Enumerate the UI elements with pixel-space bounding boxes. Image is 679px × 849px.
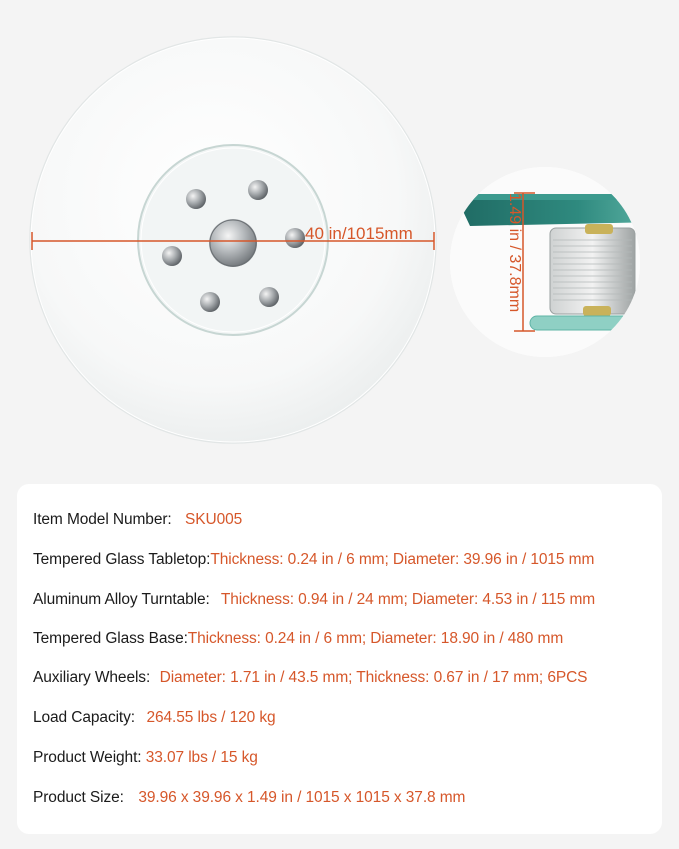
spec-row-load-capacity bbox=[33, 706, 276, 730]
spec-label: Auxiliary Wheels: bbox=[33, 669, 151, 686]
spec-row-product-weight bbox=[33, 746, 258, 770]
spec-value: Thickness: 0.24 in / 6 mm; Diameter: 18.90 in / 480 mm bbox=[187, 630, 564, 647]
spec-label: Item Model Number: bbox=[33, 511, 172, 528]
spec-label: Product Size: bbox=[33, 789, 124, 806]
spec-row-tabletop bbox=[33, 548, 594, 572]
spec-value: SKU005 bbox=[185, 511, 243, 528]
spec-value: Diameter: 1.71 in / 43.5 mm; Thickness: 0.67 in / 17 mm; 6PCS bbox=[159, 669, 588, 686]
spec-label: Load Capacity: bbox=[33, 709, 135, 726]
diameter-label: 40 in/1015mm bbox=[305, 224, 413, 243]
spec-row-item-model-number bbox=[33, 508, 242, 532]
spec-value: 39.96 x 39.96 x 1.49 in / 1015 x 1015 x 37.8 mm bbox=[138, 789, 466, 806]
spec-value: 264.55 lbs / 120 kg bbox=[146, 709, 276, 726]
spec-value: Thickness: 0.94 in / 24 mm; Diameter: 4.53 in / 115 mm bbox=[220, 591, 596, 608]
spec-value: Thickness: 0.24 in / 6 mm; Diameter: 39.96 in / 1015 mm bbox=[210, 551, 595, 568]
specs-card bbox=[17, 484, 662, 834]
spec-label: Aluminum Alloy Turntable: bbox=[33, 591, 210, 608]
spec-row-product-size bbox=[33, 786, 465, 810]
turntable-hub bbox=[209, 219, 257, 267]
spec-value: 33.07 lbs / 15 kg bbox=[145, 749, 258, 766]
spec-row-turntable bbox=[33, 588, 595, 612]
spec-row-glass-base bbox=[33, 627, 563, 651]
thickness-label: 1.49 in / 37.8mm bbox=[506, 193, 523, 313]
spec-label: Tempered Glass Base: bbox=[33, 630, 188, 647]
spec-label: Tempered Glass Tabletop: bbox=[33, 551, 211, 568]
spec-label: Product Weight: bbox=[33, 749, 142, 766]
spec-row-wheels bbox=[33, 666, 587, 690]
